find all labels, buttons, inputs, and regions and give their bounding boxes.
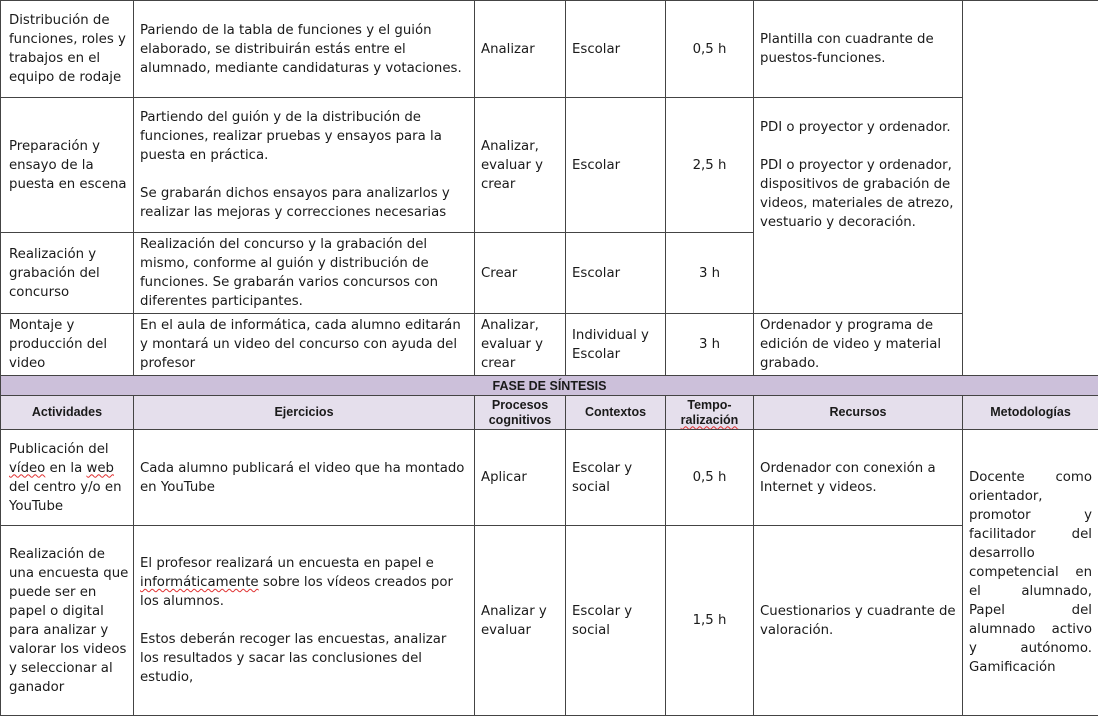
exercise-cell: En el aula de informática, cada alumno editarán y montará un video del concurso con ayuda del profesor bbox=[134, 314, 475, 376]
exercise-cell: Pariendo de la tabla de funciones y el guión elaborado, se distribuirán estás entre el alumnado, mediante candidaturas y votaciones. bbox=[134, 1, 475, 98]
context-cell: Escolar bbox=[566, 98, 666, 233]
time-cell: 1,5 h bbox=[666, 526, 754, 716]
context-cell: Individual y Escolar bbox=[566, 314, 666, 376]
activity-cell: Distribución de funciones, roles y trabajos en el equipo de rodaje bbox=[1, 1, 134, 98]
header-recursos: Recursos bbox=[754, 396, 963, 430]
cognitive-process-cell: Analizar bbox=[475, 1, 566, 98]
activity-cell: Publicación del vídeo en la web del centro y/o en YouTube bbox=[1, 430, 134, 526]
exercise-text: Partiendo del guión y de la distribución de funciones, realizar pruebas y ensayos para la puesta en práctica. bbox=[140, 110, 442, 163]
time-cell: 0,5 h bbox=[666, 430, 754, 526]
table-row bbox=[1, 314, 1098, 376]
header-metodologias: Metodologías bbox=[963, 396, 1098, 430]
exercise-cell bbox=[134, 98, 475, 233]
resources-cell: Ordenador con conexión a Internet y videos. bbox=[754, 430, 963, 526]
resources-cell: Plantilla con cuadrante de puestos-funciones. bbox=[754, 1, 963, 98]
context-cell: Escolar bbox=[566, 1, 666, 98]
activity-cell: Montaje y producción del video bbox=[1, 314, 134, 376]
header-procesos bbox=[475, 396, 566, 430]
table-row bbox=[1, 98, 1098, 233]
header-actividades: Actividades bbox=[1, 396, 134, 430]
resources-text: PDI o proyector y ordenador. bbox=[760, 120, 951, 135]
table-row bbox=[1, 526, 1098, 716]
table-row bbox=[1, 1, 1098, 98]
header-tempo-line1: Tempo- bbox=[687, 398, 731, 412]
resources-cell bbox=[754, 98, 963, 314]
cognitive-process-cell: Analizar, evaluar y crear bbox=[475, 98, 566, 233]
exercise-text: Se grabarán dichos ensayos para analizarlos y realizar las mejoras y correcciones necesarias bbox=[140, 186, 450, 220]
activity-cell: Realización y grabación del concurso bbox=[1, 233, 134, 314]
resources-text: PDI o proyector y ordenador, dispositivos de grabación de videos, materiales de atrezo, vestuario y decoración. bbox=[760, 158, 953, 230]
phase-row bbox=[1, 376, 1098, 396]
exercise-text: Estos deberán recoger las encuestas, analizar los resultados y sacar las conclusiones del estudio, bbox=[140, 632, 446, 685]
header-procesos-line2: cognitivos bbox=[489, 413, 552, 427]
activity-cell: Realización de una encuesta que puede ser en papel o digital para analizar y valorar los videos y seleccionar al ganador bbox=[1, 526, 134, 716]
exercise-cell: Realización del concurso y la grabación del mismo, conforme al guión y distribución de funciones. Se grabarán varios concursos con diferentes participantes. bbox=[134, 233, 475, 314]
time-cell: 3 h bbox=[666, 314, 754, 376]
cognitive-process-cell: Analizar y evaluar bbox=[475, 526, 566, 716]
header-temporalizacion bbox=[666, 396, 754, 430]
time-cell: 0,5 h bbox=[666, 1, 754, 98]
time-cell: 3 h bbox=[666, 233, 754, 314]
activity-cell: Preparación y ensayo de la puesta en escena bbox=[1, 98, 134, 233]
context-cell: Escolar y social bbox=[566, 430, 666, 526]
phase-title: FASE DE SÍNTESIS bbox=[1, 376, 1098, 396]
cognitive-process-cell: Aplicar bbox=[475, 430, 566, 526]
context-cell: Escolar bbox=[566, 233, 666, 314]
time-cell: 2,5 h bbox=[666, 98, 754, 233]
header-procesos-line1: Procesos bbox=[492, 398, 548, 412]
cognitive-process-cell: Analizar, evaluar y crear bbox=[475, 314, 566, 376]
header-ejercicios: Ejercicios bbox=[134, 396, 475, 430]
exercise-cell: Cada alumno publicará el video que ha montado en YouTube bbox=[134, 430, 475, 526]
table-row bbox=[1, 430, 1098, 526]
cognitive-process-cell: Crear bbox=[475, 233, 566, 314]
exercise-cell: El profesor realizará un encuesta en papel e informáticamente sobre los vídeos creados por los alumnos. Estos deberán recoger las encuestas, analizar los resultados y sacar las conclusiones del estudio, bbox=[134, 526, 475, 716]
context-cell: Escolar y social bbox=[566, 526, 666, 716]
methodology-cell-empty bbox=[963, 1, 1098, 376]
resources-cell: Cuestionarios y cuadrante de valoración. bbox=[754, 526, 963, 716]
methodology-cell: Docente como orientador, promotor y facilitador del desarrollo competencial en el alumnado, Papel del alumnado activo y autónomo. Gamificación bbox=[963, 430, 1098, 716]
header-contextos: Contextos bbox=[566, 396, 666, 430]
header-row bbox=[1, 396, 1098, 430]
header-tempo-line2: ralización bbox=[681, 413, 739, 427]
resources-cell: Ordenador y programa de edición de video y material grabado. bbox=[754, 314, 963, 376]
